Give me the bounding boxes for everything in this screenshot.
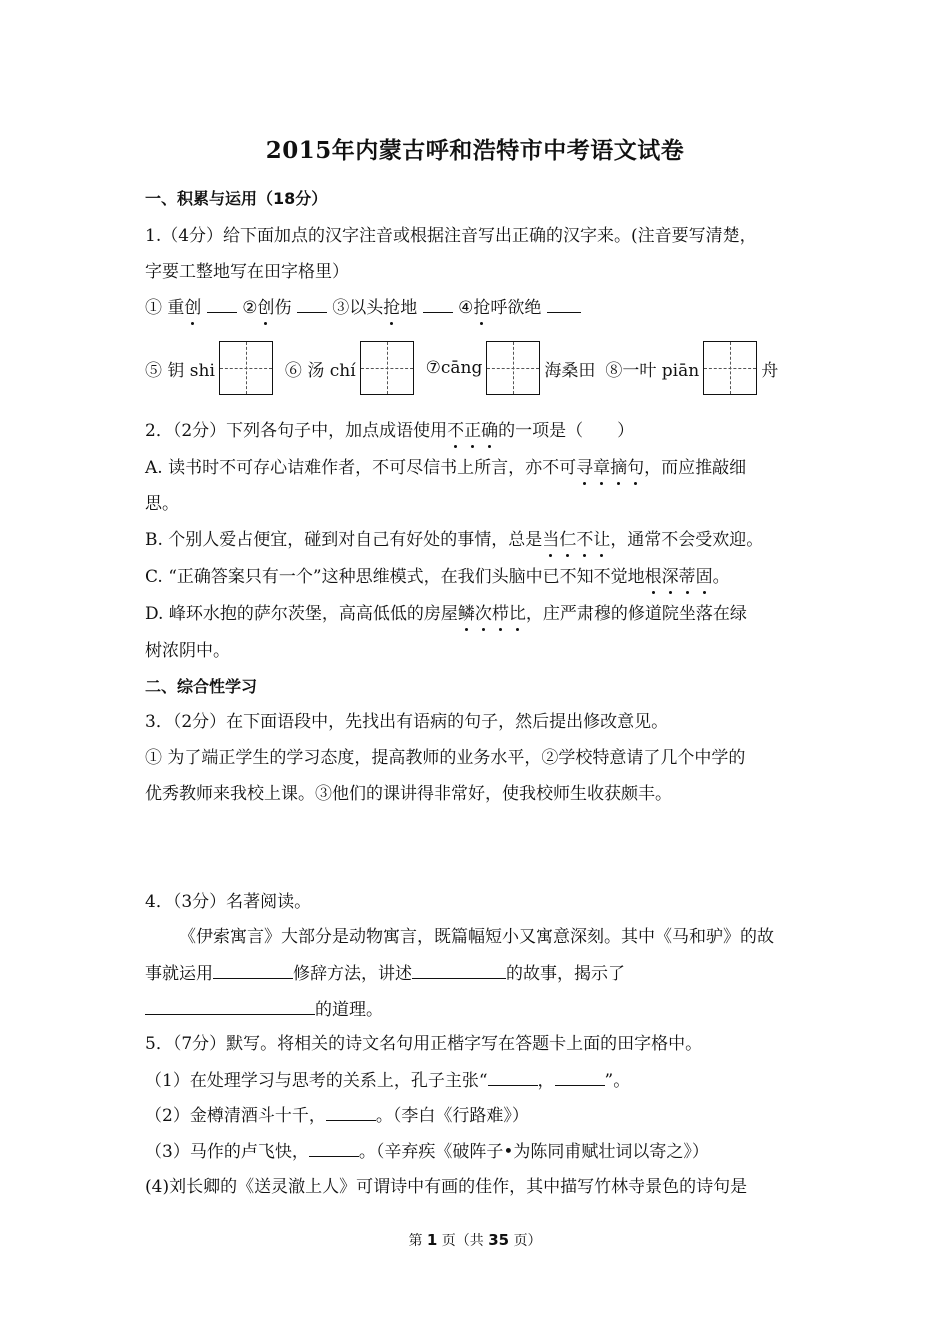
q2-a-suffix: ，而应推敲细 xyxy=(644,458,747,478)
section-heading-2: 二、综合性学习 xyxy=(145,677,258,696)
q5-sub3-text: （3）马作的卢飞快， xyxy=(145,1142,309,1162)
section-heading-1: 一、积累与运用（18分） xyxy=(145,189,328,208)
q2-b-dot-char: 让 xyxy=(593,530,611,550)
q1-tianzige-row xyxy=(145,340,778,396)
q1-item4-prefix: ④ xyxy=(458,298,474,318)
q2-a-dot-char: 摘 xyxy=(610,458,628,478)
q2-a-dot-char: 寻 xyxy=(576,458,594,478)
q4-passage-line3 xyxy=(145,998,815,1021)
q2-stem xyxy=(145,420,815,442)
q2-b-dot-char: 当 xyxy=(542,530,560,550)
q1-item2-suffix: 伤 xyxy=(274,298,292,318)
q5-sub2-text: （2）金樽清酒斗十千， xyxy=(145,1106,326,1126)
q1-items xyxy=(145,296,815,319)
q2-b-suffix: ，通常不会受欢迎。 xyxy=(610,530,764,550)
tianzige-box-7[interactable] xyxy=(486,341,540,395)
q5-sub1-end: ”。 xyxy=(604,1071,631,1091)
q2-c-dot-char: 蒂 xyxy=(678,567,696,587)
q2-a-idiom xyxy=(576,458,644,478)
q4-text-a: 事就运用 xyxy=(145,964,213,984)
q4-blank-story[interactable] xyxy=(412,962,506,979)
q4-text-c: 的故事，揭示了 xyxy=(506,964,625,984)
q2-b-dot-char: 不 xyxy=(576,530,594,550)
q1-item1-dotted: 创 xyxy=(184,298,202,318)
q2-option-a xyxy=(145,457,815,479)
q2-c-dot-char: 根 xyxy=(644,567,662,587)
q1-item4-suffix: 呼欲绝 xyxy=(490,298,542,318)
q5-sub2-blank[interactable] xyxy=(326,1104,376,1121)
footer-middle: 页（共 xyxy=(441,1233,484,1249)
q4-passage-line1: 《伊索寓言》大部分是动物寓言，既篇幅短小又寓意深刻。其中《马和驴》的故 xyxy=(179,927,774,947)
footer-total-pages: 35 xyxy=(488,1231,510,1249)
q1-item1-blank[interactable] xyxy=(207,296,237,313)
footer-page-number: 1 xyxy=(426,1231,438,1249)
q2-d-prefix: D. 峰环水抱的萨尔茨堡，高高低低的房屋 xyxy=(145,604,458,624)
q5-stem: 5．（7分）默写。将相关的诗文名句用正楷字写在答题卡上面的田字格中。 xyxy=(145,1034,703,1054)
q3-passage-line2: 优秀教师来我校上课。③他们的课讲得非常好，使我校师生收获颇丰。 xyxy=(145,784,672,804)
page-title: 2015年内蒙古呼和浩特市中考语文试卷 xyxy=(265,137,685,164)
q2-b-prefix: B. 个别人爱占便宜，碰到对自己有好处的事情，总是 xyxy=(145,530,543,550)
q5-sub1-comma: ， xyxy=(537,1071,555,1091)
q2-option-c xyxy=(145,566,815,588)
q1-item3-prefix: ③以头 xyxy=(332,298,384,318)
q5-sub1 xyxy=(145,1069,815,1092)
q4-stem: 4．（3分）名著阅读。 xyxy=(145,892,312,912)
q2-stem-suffix: 的一项是（ ） xyxy=(498,421,635,441)
q2-b-idiom xyxy=(542,530,610,550)
q5-sub3 xyxy=(145,1140,815,1163)
q4-blank-lesson[interactable] xyxy=(145,998,315,1015)
q2-a-prefix: A. 读书时不可存心诘难作者，不可尽信书上所言，亦不可 xyxy=(145,458,577,478)
q2-stem-dotted xyxy=(447,421,498,441)
q2-c-dot-char: 深 xyxy=(661,567,679,587)
footer-suffix: 页） xyxy=(513,1233,542,1249)
q1-grid8-label: ⑧一叶 piān xyxy=(605,360,700,381)
q1-item4-blank[interactable] xyxy=(547,296,581,313)
q3-passage-line1: ① 为了端正学生的学习态度，提高教师的业务水平，②学校特意请了几个中学的 xyxy=(145,748,746,768)
footer-prefix: 第 xyxy=(408,1233,423,1249)
q3-stem: 3．（2分）在下面语段中，先找出有语病的句子，然后提出修改意见。 xyxy=(145,712,669,732)
q2-c-dot-char: 固 xyxy=(695,567,713,587)
q1-item2-prefix: ② xyxy=(242,298,258,318)
q4-blank-rhetoric[interactable] xyxy=(213,962,293,979)
tianzige-box-6[interactable] xyxy=(360,341,414,395)
q2-c-suffix: 。 xyxy=(712,567,730,587)
tianzige-box-8[interactable] xyxy=(703,341,757,395)
q5-sub1-blank2[interactable] xyxy=(555,1069,605,1086)
q4-text-b: 修辞方法，讲述 xyxy=(293,964,412,984)
q1-item3-blank[interactable] xyxy=(423,296,453,313)
q1-item3-suffix: 地 xyxy=(400,298,418,318)
q1-stem-line1: 1.（4分）给下面加点的汉字注音或根据注音写出正确的汉字来。(注音要写清楚， xyxy=(145,226,757,246)
q1-item3-dotted: 抢 xyxy=(383,298,401,318)
q2-dot-char: 不 xyxy=(447,421,465,441)
q2-dot-char: 正 xyxy=(464,421,482,441)
q2-option-d xyxy=(145,603,815,625)
q2-d-suffix: ，庄严肃穆的修道院坐落在绿 xyxy=(525,604,747,624)
q2-stem-prefix: 2．（2分）下列各句子中，加点成语使用 xyxy=(145,421,448,441)
q4-text-d: 的道理。 xyxy=(315,1000,383,1020)
q2-a-dot-char: 章 xyxy=(593,458,611,478)
q1-item2-blank[interactable] xyxy=(297,296,327,313)
q1-grid7-label: ⑦cāng xyxy=(425,358,483,378)
q1-grid7-suffix: 海桑田 xyxy=(544,360,596,381)
q2-option-d-cont: 树浓阴中。 xyxy=(145,641,230,661)
q1-grid5-label: ⑤ 钥 shi xyxy=(145,360,215,381)
q2-option-b xyxy=(145,529,815,551)
q4-passage-line2 xyxy=(145,962,815,985)
q2-option-a-cont: 思。 xyxy=(145,494,179,514)
q1-item1-prefix: ① 重 xyxy=(145,298,185,318)
q5-sub1-blank1[interactable] xyxy=(488,1069,538,1086)
q5-sub3-blank[interactable] xyxy=(309,1140,359,1157)
q2-d-dot-char: 次 xyxy=(474,604,492,624)
q5-sub1-text: （1）在处理学习与思考的关系上，孔子主张“ xyxy=(145,1071,488,1091)
page-footer xyxy=(0,1230,950,1250)
q2-c-prefix: C. “正确答案只有一个”这种思维模式，在我们头脑中已不知不觉地 xyxy=(145,567,645,587)
q2-d-dot-char: 鳞 xyxy=(457,604,475,624)
q2-d-dot-char: 比 xyxy=(508,604,526,624)
q5-sub4: (4)刘长卿的《送灵澈上人》可谓诗中有画的佳作，其中描写竹林寺景色的诗句是 xyxy=(145,1177,748,1197)
q1-grid8-suffix: 舟 xyxy=(761,360,779,381)
q2-b-dot-char: 仁 xyxy=(559,530,577,550)
q1-item2-dotted: 创 xyxy=(257,298,275,318)
q1-item4-dotted: 抢 xyxy=(473,298,491,318)
q2-d-dot-char: 栉 xyxy=(491,604,509,624)
q5-sub2 xyxy=(145,1104,815,1127)
q2-a-dot-char: 句 xyxy=(627,458,645,478)
q1-grid6-label: ⑥ 汤 chí xyxy=(284,360,356,381)
q2-d-idiom xyxy=(458,604,526,624)
tianzige-box-5[interactable] xyxy=(219,341,273,395)
q2-dot-char: 确 xyxy=(481,421,499,441)
q1-stem-line2: 字要工整地写在田字格里） xyxy=(145,262,349,282)
q2-c-idiom xyxy=(645,567,713,587)
q5-sub3-source: 。（辛弃疾《破阵子•为陈同甫赋壮词以寄之》） xyxy=(358,1142,709,1162)
q5-sub2-source: 。（李白《行路难》） xyxy=(375,1106,529,1126)
